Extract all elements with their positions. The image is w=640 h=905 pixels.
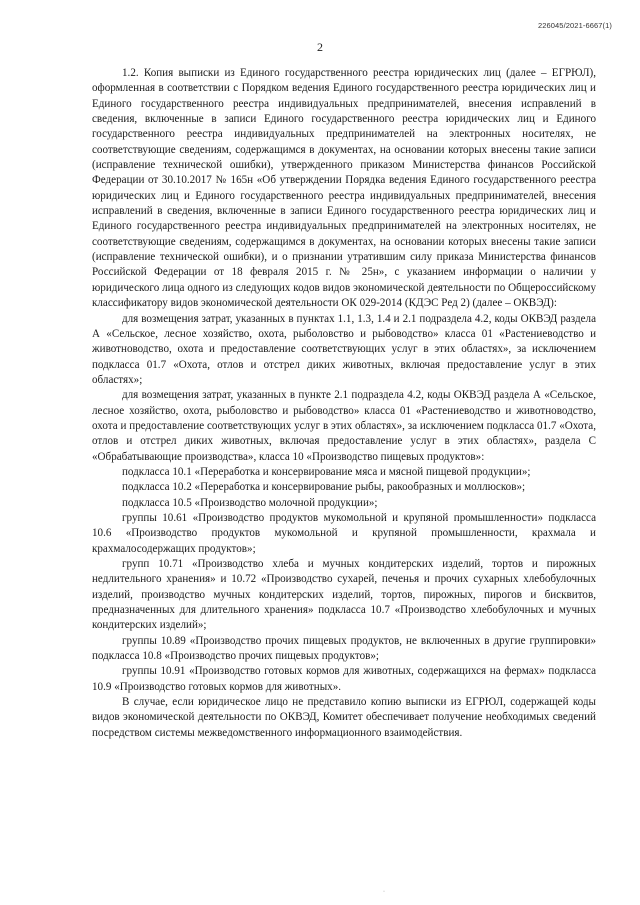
paragraph-groups-10-71: групп 10.71 «Производство хлеба и мучных кондитерских изделий, тортов и пирожных недлительного хранения» и 10.72 «Производство сухарей, печенья и прочих сухарных хлебобулочных изделий, производство мучных кондитерских изделий, тортов, пирожных, пирогов и бисквитов, предназначенных для длительного хранения» подкласса 10.7 «Производство хлебобулочных и мучных кондитерских изделий»;	[92, 558, 596, 632]
paragraph-group-10-89: группы 10.89 «Производство прочих пищевых продуктов, не включенных в другие группировки» подкласса 10.8 «Производство прочих пищевых продуктов»;	[92, 634, 596, 663]
paragraph-group-10-61: группы 10.61 «Производство продуктов мукомольной и крупяной промышленности» подкласса 10.6 «Производство продуктов мукомольной и крупяной промышленности, крахмала и крахмалосодержащих продуктов»;	[92, 511, 596, 555]
paragraph-1-2: 1.2. Копия выписки из Единого государственного реестра юридических лиц (далее – ЕГРЮЛ), оформленная в соответствии с Порядком ведения Единого государственного реестра юридических лиц и Единого государственного реестра индивидуальных предпринимателей, внесения исправлений в сведения, включенные в записи Единого государственного реестра юридических лиц и Единого государственного реестра индивидуальных предпринимателей на электронных носителях, не соответствующие сведениям, содержащимся в документах, на основании которых внесены такие записи (исправление технической ошибки), утвержденного приказом Министерства финансов Российской Федерации от 30.10.2017 № 165н «Об утверждении Порядка ведения Единого государственного реестра юридических лиц и Единого государственного реестра индивидуальных предпринимателей, внесения исправлений в сведения, включенные в записи Единого государственного реестра юридических лиц и Единого государственного реестра индивидуальных предпринимателей на электронных носителях, не соответствующие сведениям, содержащимся в документах, на основании которых внесены такие записи (исправление технической ошибки), и о признании утратившим силу приказа Министерства финансов Российской Федерации от 18 февраля 2015 г. № 25н», с указанием информации о наличии у юридического лица одного из следующих кодов видов экономической деятельности по Общероссийскому классификатору видов экономической деятельности ОК 029-2014 (КДЭС Ред 2) (далее – ОКВЭД):	[92, 67, 596, 310]
paragraph-point-2-1: для возмещения затрат, указанных в пункте 2.1 подраздела 4.2, коды ОКВЭД раздела А «Сельское, лесное хозяйство, охота, рыболовство и рыбоводство» класса 01 «Растениеводство и животноводство, охота и предоставление соответствующих услуг в этих областях», за исключением подкласса 01.7 «Охота, отлов и отстрел диких животных, включая предоставление услуг в этих областях», раздела С «Обрабатывающие производства», класса 10 «Производство пищевых продуктов»:	[92, 389, 596, 463]
paragraph-group-10-91: группы 10.91 «Производство готовых кормов для животных, содержащихся на фермах» подкласса 10.9 «Производство готовых кормов для животных».	[92, 665, 596, 693]
paragraph-subclass-10-5: подкласса 10.5 «Производство молочной продукции»;	[122, 496, 378, 509]
paragraph-points-1-1: для возмещения затрат, указанных в пунктах 1.1, 1.3, 1.4 и 2.1 подраздела 4.2, коды ОКВЭД раздела А «Сельское, лесное хозяйство, охота, рыболовство и рыбоводство» класса 01 «Растениеводство и животноводство, охота и предоставление соответствующих услуг в этих областях», за исключением подкласса 01.7 «Охота, отлов и отстрел диких животных, включая предоставление услуг в этих областях»;	[92, 312, 596, 386]
paragraph-subclass-10-2: подкласса 10.2 «Переработка и консервирование рыбы, ракообразных и моллюсков»;	[122, 481, 526, 494]
paragraph-egrul-absent: В случае, если юридическое лицо не представило копию выписки из ЕГРЮЛ, содержащей коды видов экономической деятельности по ОКВЭД, Комитет обеспечивает получение необходимых сведений посредством системы межведомственного информационного взаимодействия.	[92, 696, 596, 739]
scan-mark: ·	[383, 889, 385, 895]
paragraph-subclass-10-1: подкласса 10.1 «Переработка и консервирование мяса и мясной пищевой продукции»;	[122, 465, 531, 478]
page-number: 2	[317, 40, 323, 54]
document-id: 226045/2021-6667(1)	[537, 21, 612, 30]
document-body	[92, 66, 596, 741]
